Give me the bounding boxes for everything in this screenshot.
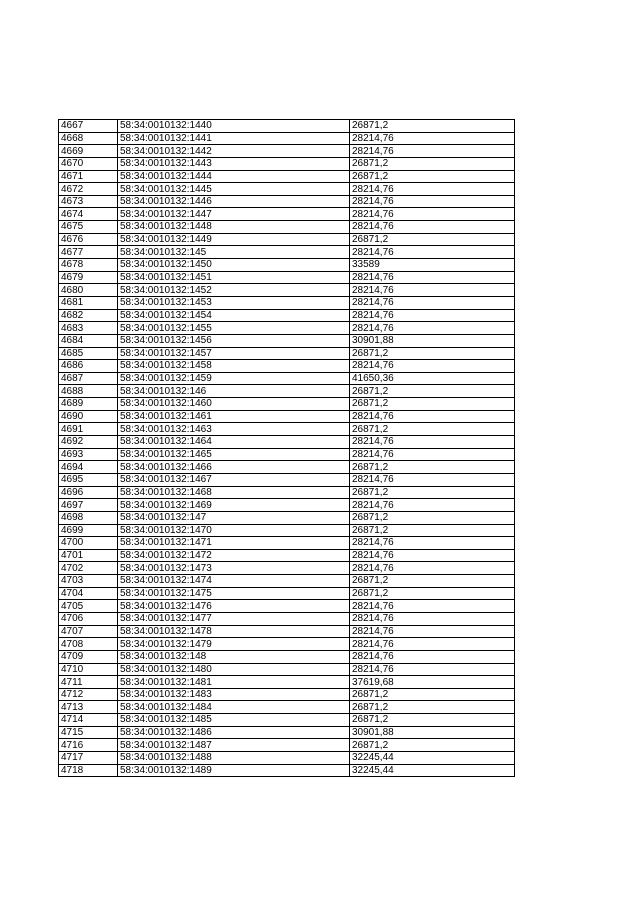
- table-row: [59, 701, 515, 714]
- cadastral-number-cell: 58:34:0010132:1451: [118, 271, 350, 284]
- table-row: [59, 195, 515, 208]
- value-cell: 28214,76: [350, 246, 515, 259]
- table-row: [59, 259, 515, 272]
- value-cell: 26871,2: [350, 587, 515, 600]
- table-row: [59, 473, 515, 486]
- cadastral-number-cell: 58:34:0010132:1464: [118, 436, 350, 449]
- row-number-cell: 4684: [59, 334, 118, 347]
- cadastral-number-cell: 58:34:0010132:1479: [118, 638, 350, 651]
- table-row: [59, 650, 515, 663]
- table-row: [59, 423, 515, 436]
- cadastral-number-cell: 58:34:0010132:1474: [118, 575, 350, 588]
- table-row: [59, 714, 515, 727]
- cadastral-number-cell: 58:34:0010132:1452: [118, 284, 350, 297]
- cadastral-number-cell: 58:34:0010132:1483: [118, 688, 350, 701]
- cadastral-number-cell: 58:34:0010132:1472: [118, 549, 350, 562]
- row-number-cell: 4682: [59, 309, 118, 322]
- cadastral-number-cell: 58:34:0010132:1456: [118, 334, 350, 347]
- table-row: [59, 145, 515, 158]
- value-cell: 28214,76: [350, 145, 515, 158]
- cadastral-number-cell: 58:34:0010132:1457: [118, 347, 350, 360]
- value-cell: 28214,76: [350, 183, 515, 196]
- row-number-cell: 4704: [59, 587, 118, 600]
- table-row: [59, 208, 515, 221]
- value-cell: 28214,76: [350, 410, 515, 423]
- row-number-cell: 4712: [59, 688, 118, 701]
- cadastral-number-cell: 58:34:0010132:1449: [118, 233, 350, 246]
- value-cell: 28214,76: [350, 650, 515, 663]
- cadastral-number-cell: 58:34:0010132:1476: [118, 600, 350, 613]
- value-cell: 26871,2: [350, 714, 515, 727]
- value-cell: 26871,2: [350, 170, 515, 183]
- row-number-cell: 4710: [59, 663, 118, 676]
- cadastral-number-cell: 58:34:0010132:147: [118, 511, 350, 524]
- value-cell: 28214,76: [350, 360, 515, 373]
- table-row: [59, 334, 515, 347]
- value-cell: 26871,2: [350, 511, 515, 524]
- row-number-cell: 4689: [59, 398, 118, 411]
- table-row: [59, 537, 515, 550]
- cadastral-number-cell: 58:34:0010132:1445: [118, 183, 350, 196]
- row-number-cell: 4680: [59, 284, 118, 297]
- table-row: [59, 347, 515, 360]
- table-row: [59, 524, 515, 537]
- value-cell: 28214,76: [350, 562, 515, 575]
- row-number-cell: 4674: [59, 208, 118, 221]
- row-number-cell: 4677: [59, 246, 118, 259]
- table-row: [59, 233, 515, 246]
- cadastral-number-cell: 58:34:0010132:1440: [118, 120, 350, 133]
- table-row: [59, 183, 515, 196]
- value-cell: 28214,76: [350, 436, 515, 449]
- value-cell: 26871,2: [350, 385, 515, 398]
- cadastral-number-cell: 58:34:0010132:1486: [118, 726, 350, 739]
- cadastral-number-cell: 58:34:0010132:1469: [118, 499, 350, 512]
- cadastral-number-cell: 58:34:0010132:1480: [118, 663, 350, 676]
- table-row: [59, 157, 515, 170]
- cadastral-number-cell: 58:34:0010132:1441: [118, 132, 350, 145]
- value-cell: 26871,2: [350, 233, 515, 246]
- cadastral-number-cell: 58:34:0010132:1443: [118, 157, 350, 170]
- table-row: [59, 410, 515, 423]
- cadastral-number-cell: 58:34:0010132:1470: [118, 524, 350, 537]
- value-cell: 28214,76: [350, 322, 515, 335]
- cadastral-number-cell: 58:34:0010132:1487: [118, 739, 350, 752]
- row-number-cell: 4703: [59, 575, 118, 588]
- value-cell: 28214,76: [350, 473, 515, 486]
- row-number-cell: 4713: [59, 701, 118, 714]
- table-row: [59, 638, 515, 651]
- cadastral-number-cell: 58:34:0010132:1458: [118, 360, 350, 373]
- value-cell: 28214,76: [350, 612, 515, 625]
- table-row: [59, 625, 515, 638]
- table-row: [59, 436, 515, 449]
- table-row: [59, 296, 515, 309]
- cadastral-number-cell: 58:34:0010132:1455: [118, 322, 350, 335]
- table-row: [59, 360, 515, 373]
- row-number-cell: 4678: [59, 259, 118, 272]
- value-cell: 26871,2: [350, 398, 515, 411]
- cadastral-number-cell: 58:34:0010132:1461: [118, 410, 350, 423]
- row-number-cell: 4685: [59, 347, 118, 360]
- cadastral-number-cell: 58:34:0010132:1488: [118, 752, 350, 765]
- cadastral-number-cell: 58:34:0010132:1471: [118, 537, 350, 550]
- row-number-cell: 4699: [59, 524, 118, 537]
- row-number-cell: 4716: [59, 739, 118, 752]
- row-number-cell: 4701: [59, 549, 118, 562]
- row-number-cell: 4695: [59, 473, 118, 486]
- table-row: [59, 612, 515, 625]
- cadastral-number-cell: 58:34:0010132:1489: [118, 764, 350, 777]
- cadastral-number-cell: 58:34:0010132:1466: [118, 461, 350, 474]
- table-row: [59, 221, 515, 234]
- table-row: [59, 372, 515, 385]
- row-number-cell: 4700: [59, 537, 118, 550]
- table-row: [59, 448, 515, 461]
- row-number-cell: 4714: [59, 714, 118, 727]
- table-row: [59, 309, 515, 322]
- value-cell: 26871,2: [350, 688, 515, 701]
- row-number-cell: 4707: [59, 625, 118, 638]
- value-cell: 28214,76: [350, 309, 515, 322]
- row-number-cell: 4694: [59, 461, 118, 474]
- value-cell: 26871,2: [350, 120, 515, 133]
- value-cell: 28214,76: [350, 638, 515, 651]
- value-cell: 28214,76: [350, 195, 515, 208]
- cadastral-number-cell: 58:34:0010132:1478: [118, 625, 350, 638]
- table-row: [59, 461, 515, 474]
- row-number-cell: 4687: [59, 372, 118, 385]
- value-cell: 26871,2: [350, 486, 515, 499]
- value-cell: 30901,88: [350, 726, 515, 739]
- cadastral-number-cell: 58:34:0010132:1454: [118, 309, 350, 322]
- cadastral-number-cell: 58:34:0010132:1444: [118, 170, 350, 183]
- table-row: [59, 499, 515, 512]
- table-row: [59, 170, 515, 183]
- cadastral-number-cell: 58:34:0010132:148: [118, 650, 350, 663]
- cadastral-number-cell: 58:34:0010132:145: [118, 246, 350, 259]
- cadastral-number-cell: 58:34:0010132:1468: [118, 486, 350, 499]
- row-number-cell: 4676: [59, 233, 118, 246]
- value-cell: 28214,76: [350, 448, 515, 461]
- table-row: [59, 562, 515, 575]
- row-number-cell: 4672: [59, 183, 118, 196]
- table-row: [59, 486, 515, 499]
- row-number-cell: 4702: [59, 562, 118, 575]
- table-row: [59, 271, 515, 284]
- row-number-cell: 4688: [59, 385, 118, 398]
- row-number-cell: 4706: [59, 612, 118, 625]
- data-table: [58, 119, 515, 777]
- cadastral-number-cell: 58:34:0010132:1484: [118, 701, 350, 714]
- value-cell: 28214,76: [350, 600, 515, 613]
- table-row: [59, 752, 515, 765]
- row-number-cell: 4708: [59, 638, 118, 651]
- table-body: [59, 120, 515, 777]
- row-number-cell: 4691: [59, 423, 118, 436]
- cadastral-number-cell: 58:34:0010132:146: [118, 385, 350, 398]
- row-number-cell: 4669: [59, 145, 118, 158]
- table-row: [59, 663, 515, 676]
- value-cell: 28214,76: [350, 499, 515, 512]
- value-cell: 33589: [350, 259, 515, 272]
- value-cell: 26871,2: [350, 575, 515, 588]
- value-cell: 37619,68: [350, 676, 515, 689]
- cadastral-number-cell: 58:34:0010132:1450: [118, 259, 350, 272]
- table-row: [59, 676, 515, 689]
- table-row: [59, 764, 515, 777]
- cadastral-number-cell: 58:34:0010132:1465: [118, 448, 350, 461]
- value-cell: 41650,36: [350, 372, 515, 385]
- row-number-cell: 4709: [59, 650, 118, 663]
- cadastral-number-cell: 58:34:0010132:1467: [118, 473, 350, 486]
- value-cell: 28214,76: [350, 296, 515, 309]
- value-cell: 26871,2: [350, 739, 515, 752]
- cadastral-number-cell: 58:34:0010132:1481: [118, 676, 350, 689]
- table-row: [59, 322, 515, 335]
- value-cell: 28214,76: [350, 284, 515, 297]
- cadastral-number-cell: 58:34:0010132:1459: [118, 372, 350, 385]
- row-number-cell: 4670: [59, 157, 118, 170]
- cadastral-number-cell: 58:34:0010132:1460: [118, 398, 350, 411]
- value-cell: 28214,76: [350, 663, 515, 676]
- cadastral-number-cell: 58:34:0010132:1442: [118, 145, 350, 158]
- table-row: [59, 587, 515, 600]
- value-cell: 26871,2: [350, 157, 515, 170]
- row-number-cell: 4681: [59, 296, 118, 309]
- table-row: [59, 120, 515, 133]
- table-row: [59, 549, 515, 562]
- cadastral-number-cell: 58:34:0010132:1477: [118, 612, 350, 625]
- row-number-cell: 4671: [59, 170, 118, 183]
- row-number-cell: 4683: [59, 322, 118, 335]
- row-number-cell: 4705: [59, 600, 118, 613]
- value-cell: 28214,76: [350, 537, 515, 550]
- row-number-cell: 4697: [59, 499, 118, 512]
- table-row: [59, 385, 515, 398]
- row-number-cell: 4698: [59, 511, 118, 524]
- value-cell: 26871,2: [350, 347, 515, 360]
- value-cell: 26871,2: [350, 423, 515, 436]
- row-number-cell: 4692: [59, 436, 118, 449]
- value-cell: 30901,88: [350, 334, 515, 347]
- table-row: [59, 726, 515, 739]
- row-number-cell: 4673: [59, 195, 118, 208]
- row-number-cell: 4711: [59, 676, 118, 689]
- row-number-cell: 4715: [59, 726, 118, 739]
- row-number-cell: 4667: [59, 120, 118, 133]
- row-number-cell: 4696: [59, 486, 118, 499]
- value-cell: 26871,2: [350, 701, 515, 714]
- table-row: [59, 132, 515, 145]
- row-number-cell: 4717: [59, 752, 118, 765]
- table-row: [59, 575, 515, 588]
- cadastral-number-cell: 58:34:0010132:1473: [118, 562, 350, 575]
- table-row: [59, 511, 515, 524]
- value-cell: 28214,76: [350, 208, 515, 221]
- cadastral-number-cell: 58:34:0010132:1463: [118, 423, 350, 436]
- value-cell: 26871,2: [350, 524, 515, 537]
- cadastral-number-cell: 58:34:0010132:1448: [118, 221, 350, 234]
- value-cell: 32245,44: [350, 752, 515, 765]
- value-cell: 28214,76: [350, 221, 515, 234]
- cadastral-number-cell: 58:34:0010132:1446: [118, 195, 350, 208]
- value-cell: 28214,76: [350, 625, 515, 638]
- cadastral-number-cell: 58:34:0010132:1453: [118, 296, 350, 309]
- value-cell: 26871,2: [350, 461, 515, 474]
- value-cell: 28214,76: [350, 132, 515, 145]
- table-row: [59, 246, 515, 259]
- row-number-cell: 4718: [59, 764, 118, 777]
- cadastral-number-cell: 58:34:0010132:1447: [118, 208, 350, 221]
- row-number-cell: 4675: [59, 221, 118, 234]
- row-number-cell: 4693: [59, 448, 118, 461]
- table-row: [59, 739, 515, 752]
- value-cell: 32245,44: [350, 764, 515, 777]
- cadastral-number-cell: 58:34:0010132:1485: [118, 714, 350, 727]
- row-number-cell: 4690: [59, 410, 118, 423]
- table-row: [59, 398, 515, 411]
- table-row: [59, 600, 515, 613]
- row-number-cell: 4686: [59, 360, 118, 373]
- value-cell: 28214,76: [350, 549, 515, 562]
- row-number-cell: 4668: [59, 132, 118, 145]
- table-row: [59, 284, 515, 297]
- cadastral-number-cell: 58:34:0010132:1475: [118, 587, 350, 600]
- table-row: [59, 688, 515, 701]
- row-number-cell: 4679: [59, 271, 118, 284]
- value-cell: 28214,76: [350, 271, 515, 284]
